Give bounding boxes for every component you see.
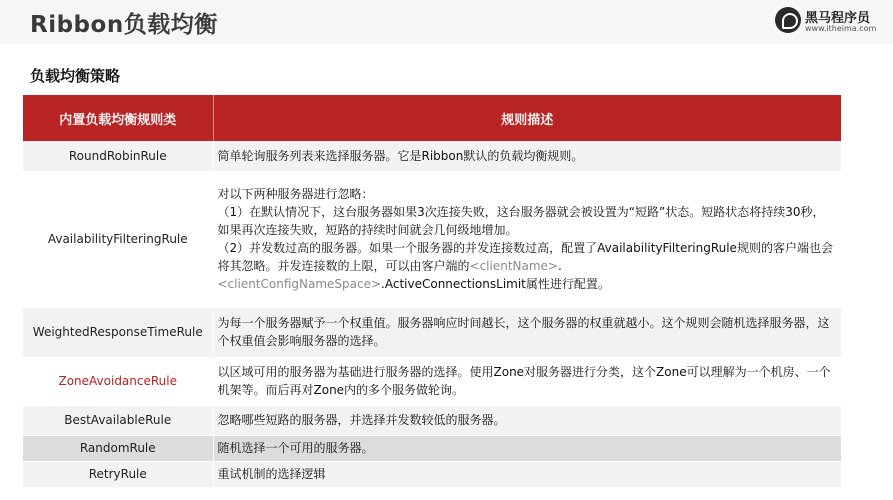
table-row [23,461,841,487]
rule-description: 以区域可用的服务器为基础进行服务器的选择。使用Zone对服务器进行分类，这个Zone可以理解为一个机房、一个机架等。而后再对Zone内的多个服务做轮询。 [213,357,841,405]
description-line: （1）在默认情况下，这台服务器如果3次连接失败，这台服务器就会被设置为“短路”状态。短路状态将持续30秒，如果再次连接失败，短路的持续时间就会几何级地增加。 [217,205,825,237]
rule-description: 重试机制的选择逻辑 [213,461,841,487]
rule-description: 简单轮询服务列表来选择服务器。它是Ribbon默认的负载均衡规则。 [213,141,841,171]
header-rule-class: 内置负载均衡规则类 [23,95,213,141]
rule-description: 随机选择一个可用的服务器。 [213,435,841,461]
description-text: .ActiveConnectionsLimit属性进行配置。 [381,277,610,291]
description-text: （2）并发数过高的服务器。如果一个服务器的并发连接数过高，配置了AvailabilityFilteringRule规则的客户端也会将其忽略。并发连接数的上限，可以由客户端的 [217,241,833,273]
horse-logo-icon [775,7,801,33]
rules-table [23,95,841,488]
logo-name: 黑马程序员 [805,11,871,26]
rule-description: 为每一个服务器赋予一个权重值。服务器响应时间越长，这个服务器的权重就越小。这个规则会随机选择服务器，这个权重值会影响服务器的选择。 [213,307,841,357]
description-line [218,239,834,293]
header-rule-description: 规则描述 [213,95,841,141]
description-line: 对以下两种服务器进行忽略： [217,187,374,201]
logo-url: www.itheima.com [805,24,877,33]
table-row [23,171,841,307]
section-subtitle: 负载均衡策略 [30,67,121,85]
table-header-row [23,95,841,141]
separator-dot: . [558,259,562,273]
rule-name: RetryRule [23,461,213,487]
slide-title: Ribbon负载均衡 [30,12,218,38]
rule-description: 忽略哪些短路的服务器，并选择并发数较低的服务器。 [213,405,841,435]
client-name-placeholder: <clientName> [469,259,558,273]
rule-name: RoundRobinRule [23,141,213,171]
rule-description [213,171,841,307]
table-row [23,357,841,405]
rule-name: BestAvailableRule [23,405,213,435]
rule-name: AvailabilityFilteringRule [23,171,213,307]
table-row [23,405,841,435]
table-row [23,435,841,461]
table-row [23,307,841,357]
rule-name: RandomRule [23,435,213,461]
brand-logo [775,6,877,36]
rule-name: WeightedResponseTimeRule [23,307,213,357]
client-config-namespace-placeholder: <clientConfigNameSpace> [217,277,382,291]
rule-name: ZoneAvoidanceRule [23,357,213,405]
title-bar [0,0,893,44]
table-row [23,141,841,171]
